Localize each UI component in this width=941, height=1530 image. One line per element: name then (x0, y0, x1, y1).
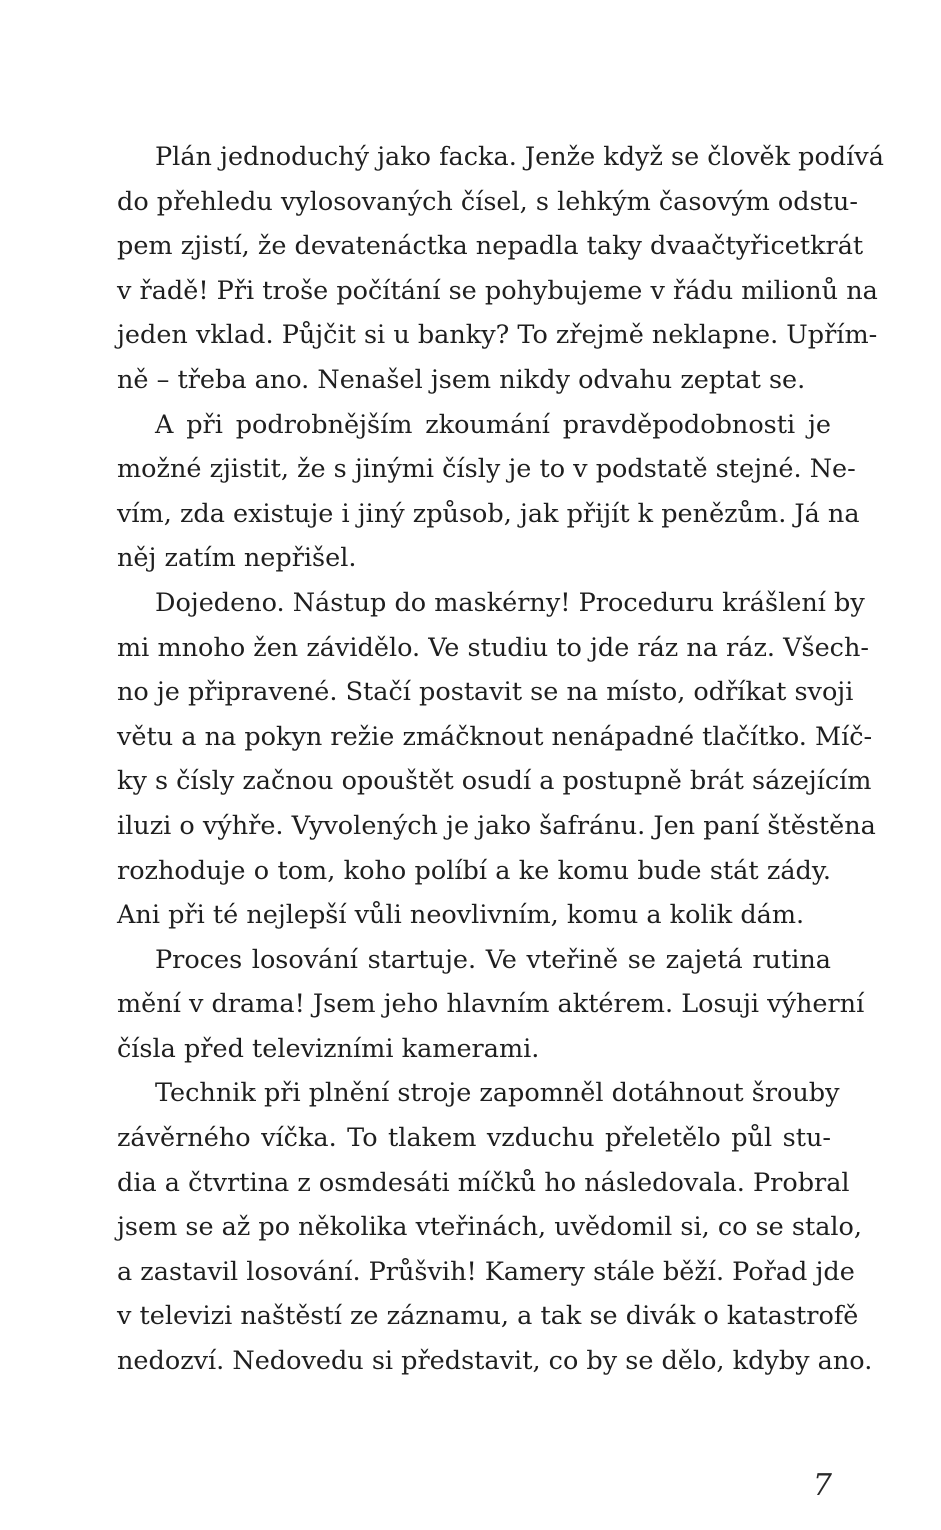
text-line: nedozví. Nedovedu si představit, co by se dělo, kdyby ano. (117, 1346, 873, 1377)
text-line: Plán jednoduchý jako facka. Jenže když se člověk podívá (155, 142, 884, 172)
text-line: větu a na pokyn režie zmáčknout nenápadné tlačítko. Míč- (117, 721, 873, 752)
paragraph (117, 135, 884, 403)
text-line: no je připravené. Stačí postavit se na místo, odříkat svoji (117, 677, 854, 708)
text-line: v řadě! Při troše počítání se pohybujeme v řádu milionů na (117, 275, 878, 306)
paragraph (117, 403, 860, 581)
text-line: Ani při té nejlepší vůli neovlivním, komu a kolik dám. (117, 900, 805, 931)
text-line: ky s čísly začnou opouštět osudí a postupně brát sázejícím (117, 766, 872, 797)
text-line: do přehledu vylosovaných čísel, s lehkým časovým odstu- (117, 186, 858, 217)
text-line: možné zjistit, že s jinými čísly je to v podstatě stejné. Ne- (117, 454, 856, 485)
paragraph (117, 1071, 873, 1383)
text-line: pem zjistí, že devatenáctka nepadla taky dvaačtyřicetkrát (117, 231, 864, 262)
text-line: mi mnoho žen závidělo. Ve studiu to jde ráz na ráz. Všech- (117, 632, 870, 663)
text-line: v televizi naštěstí ze záznamu, a tak se divák o katastrofě (117, 1301, 859, 1332)
text-line: ně – třeba ano. Nenašel jsem nikdy odvahu zeptat se. (117, 364, 806, 395)
text-line: a zastavil losování. Průšvih! Kamery stále běží. Pořad jde (117, 1256, 855, 1287)
paragraph (117, 581, 876, 938)
text-line: něj zatím nepřišel. (117, 543, 357, 574)
text-line: A při podrobnějším zkoumání pravděpodobnosti je (155, 409, 831, 440)
page-number: 7 (812, 1468, 832, 1503)
text-line: jeden vklad. Půjčit si u banky? To zřejmě neklapne. Upřím- (117, 320, 878, 351)
text-line: jsem se až po několika vteřinách, uvědomil si, co se stalo, (117, 1212, 863, 1243)
paragraph (117, 938, 865, 1072)
text-line: mění v drama! Jsem jeho hlavním aktérem. Losuji výherní (117, 989, 865, 1020)
text-line: Proces losování startuje. Ve vteřině se zajetá rutina (155, 944, 831, 975)
text-line: Dojedeno. Nástup do maskérny! Proceduru krášlení by (155, 587, 865, 618)
text-line: čísla před televizními kamerami. (117, 1033, 540, 1064)
text-line: závěrného víčka. To tlakem vzduchu přeletělo půl stu- (117, 1123, 831, 1154)
text-line: rozhoduje o tom, koho políbí a ke komu bude stát zády. (117, 855, 831, 886)
text-line: Technik při plnění stroje zapomněl dotáhnout šrouby (155, 1078, 840, 1109)
text-line: iluzi o výhře. Vyvolených je jako šafránu. Jen paní štěstěna (117, 810, 876, 841)
body-text (117, 135, 884, 1384)
text-line: dia a čtvrtina z osmdesáti míčků ho následovala. Probral (117, 1167, 850, 1198)
text-line: vím, zda existuje i jiný způsob, jak přijít k penězům. Já na (117, 498, 860, 529)
